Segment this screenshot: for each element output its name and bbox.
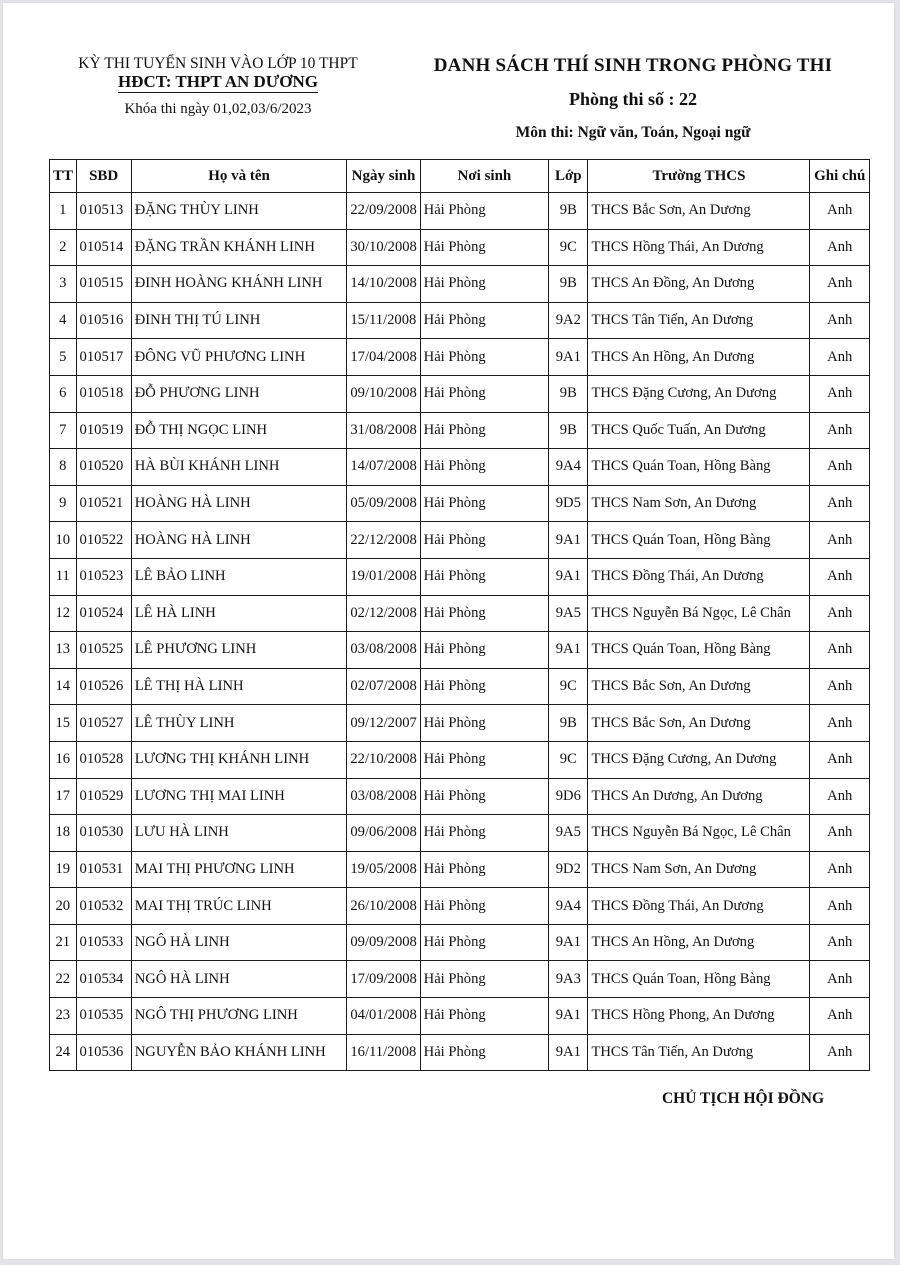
table-row (50, 815, 870, 852)
cell-school: THCS Bắc Sơn, An Dương (588, 668, 810, 705)
table-row (50, 485, 870, 522)
cell-sbd: 010536 (76, 1034, 131, 1071)
cell-school: THCS Quán Toan, Hồng Bàng (588, 449, 810, 486)
cell-class: 9D5 (549, 485, 588, 522)
cell-tt: 1 (50, 193, 77, 230)
cell-school: THCS Quốc Tuấn, An Dương (588, 412, 810, 449)
cell-tt: 11 (50, 558, 77, 595)
cell-class: 9A1 (549, 924, 588, 961)
cell-tt: 12 (50, 595, 77, 632)
cell-school: THCS Tân Tiến, An Dương (588, 1034, 810, 1071)
table-row (50, 998, 870, 1035)
cell-tt: 20 (50, 888, 77, 925)
cell-school: THCS Hồng Thái, An Dương (588, 229, 810, 266)
cell-dob: 30/10/2008 (347, 229, 420, 266)
cell-class: 9A1 (549, 998, 588, 1035)
cell-name: HÀ BÙI KHÁNH LINH (131, 449, 347, 486)
cell-birthplace: Hải Phòng (420, 961, 549, 998)
cell-dob: 05/09/2008 (347, 485, 420, 522)
cell-tt: 14 (50, 668, 77, 705)
table-row (50, 229, 870, 266)
cell-sbd: 010529 (76, 778, 131, 815)
room-number: Phòng thi số : 22 (568, 89, 698, 109)
cell-birthplace: Hải Phòng (420, 375, 549, 412)
cell-name: HOÀNG HÀ LINH (131, 485, 347, 522)
cell-birthplace: Hải Phòng (420, 595, 549, 632)
table-row (50, 412, 870, 449)
cell-school: THCS Bắc Sơn, An Dương (588, 705, 810, 742)
cell-birthplace: Hải Phòng (420, 705, 549, 742)
cell-name: LÊ HÀ LINH (131, 595, 347, 632)
exam-name: KỲ THI TUYỂN SINH VÀO LỚP 10 THPT (78, 55, 358, 72)
cell-dob: 26/10/2008 (347, 888, 420, 925)
cell-dob: 17/09/2008 (347, 961, 420, 998)
col-header-class: Lớp (549, 160, 588, 193)
cell-tt: 5 (50, 339, 77, 376)
cell-name: ĐINH THỊ TÚ LINH (131, 302, 347, 339)
table-row (50, 778, 870, 815)
cell-class: 9C (549, 741, 588, 778)
cell-name: MAI THỊ PHƯƠNG LINH (131, 851, 347, 888)
cell-dob: 19/05/2008 (347, 851, 420, 888)
cell-dob: 22/09/2008 (347, 193, 420, 230)
cell-note: Anh (810, 741, 870, 778)
col-header-tt: TT (50, 160, 77, 193)
cell-dob: 09/09/2008 (347, 924, 420, 961)
cell-sbd: 010526 (76, 668, 131, 705)
table-row (50, 1034, 870, 1071)
col-header-school: Trường THCS (588, 160, 810, 193)
cell-note: Anh (810, 595, 870, 632)
cell-note: Anh (810, 522, 870, 559)
cell-class: 9A3 (549, 961, 588, 998)
cell-note: Anh (810, 339, 870, 376)
cell-name: NGÔ HÀ LINH (131, 961, 347, 998)
cell-name: LƯƠNG THỊ KHÁNH LINH (131, 741, 347, 778)
table-row (50, 449, 870, 486)
cell-class: 9A4 (549, 888, 588, 925)
col-header-birthplace: Nơi sinh (420, 160, 549, 193)
cell-dob: 02/12/2008 (347, 595, 420, 632)
cell-name: LÊ BẢO LINH (131, 558, 347, 595)
cell-name: MAI THỊ TRÚC LINH (131, 888, 347, 925)
cell-birthplace: Hải Phòng (420, 558, 549, 595)
document-page (3, 3, 894, 1259)
cell-tt: 4 (50, 302, 77, 339)
table-body (50, 193, 870, 1071)
cell-school: THCS Đồng Thái, An Dương (588, 558, 810, 595)
cell-school: THCS An Dương, An Dương (588, 778, 810, 815)
cell-name: LÊ THÙY LINH (131, 705, 347, 742)
cell-sbd: 010527 (76, 705, 131, 742)
cell-note: Anh (810, 778, 870, 815)
cell-school: THCS Nguyễn Bá Ngọc, Lê Chân (588, 815, 810, 852)
cell-name: NGÔ THỊ PHƯƠNG LINH (131, 998, 347, 1035)
cell-dob: 03/08/2008 (347, 632, 420, 669)
cell-birthplace: Hải Phòng (420, 339, 549, 376)
table-row (50, 888, 870, 925)
cell-name: LƯU HÀ LINH (131, 815, 347, 852)
cell-name: ĐẶNG TRẦN KHÁNH LINH (131, 229, 347, 266)
col-header-note: Ghi chú (810, 160, 870, 193)
cell-birthplace: Hải Phòng (420, 632, 549, 669)
cell-note: Anh (810, 705, 870, 742)
table-row (50, 193, 870, 230)
cell-dob: 22/12/2008 (347, 522, 420, 559)
cell-tt: 21 (50, 924, 77, 961)
cell-note: Anh (810, 558, 870, 595)
table-header-row (50, 160, 870, 193)
cell-school: THCS Quán Toan, Hồng Bàng (588, 522, 810, 559)
cell-tt: 16 (50, 741, 77, 778)
cell-class: 9B (549, 705, 588, 742)
cell-sbd: 010514 (76, 229, 131, 266)
cell-tt: 15 (50, 705, 77, 742)
cell-school: THCS Nam Sơn, An Dương (588, 485, 810, 522)
cell-note: Anh (810, 851, 870, 888)
cell-birthplace: Hải Phòng (420, 266, 549, 303)
cell-sbd: 010519 (76, 412, 131, 449)
cell-school: THCS Đặng Cương, An Dương (588, 741, 810, 778)
document-title: DANH SÁCH THÍ SINH TRONG PHÒNG THI (433, 55, 833, 76)
table-row (50, 851, 870, 888)
col-header-sbd: SBD (76, 160, 131, 193)
header-left-block (58, 55, 378, 118)
signature-title: CHỦ TỊCH HỘI ĐỒNG (661, 1090, 825, 1107)
cell-name: ĐỖ PHƯƠNG LINH (131, 375, 347, 412)
cell-name: HOÀNG HÀ LINH (131, 522, 347, 559)
cell-sbd: 010531 (76, 851, 131, 888)
col-header-dob: Ngày sinh (347, 160, 420, 193)
cell-tt: 17 (50, 778, 77, 815)
cell-school: THCS An Đồng, An Dương (588, 266, 810, 303)
cell-tt: 10 (50, 522, 77, 559)
table-row (50, 558, 870, 595)
cell-note: Anh (810, 924, 870, 961)
table-row (50, 924, 870, 961)
cell-name: NGUYỄN BẢO KHÁNH LINH (131, 1034, 347, 1071)
cell-note: Anh (810, 632, 870, 669)
exam-dates: Khóa thi ngày 01,02,03/6/2023 (124, 101, 312, 117)
cell-school: THCS An Hồng, An Dương (588, 924, 810, 961)
table-row (50, 668, 870, 705)
cell-tt: 13 (50, 632, 77, 669)
cell-name: ĐÔNG VŨ PHƯƠNG LINH (131, 339, 347, 376)
cell-birthplace: Hải Phòng (420, 888, 549, 925)
cell-note: Anh (810, 229, 870, 266)
cell-note: Anh (810, 193, 870, 230)
cell-birthplace: Hải Phòng (420, 815, 549, 852)
cell-class: 9A5 (549, 815, 588, 852)
cell-class: 9C (549, 668, 588, 705)
cell-sbd: 010513 (76, 193, 131, 230)
cell-birthplace: Hải Phòng (420, 449, 549, 486)
cell-name: LƯƠNG THỊ MAI LINH (131, 778, 347, 815)
cell-tt: 9 (50, 485, 77, 522)
cell-name: ĐINH HOÀNG KHÁNH LINH (131, 266, 347, 303)
col-header-name: Họ và tên (131, 160, 347, 193)
cell-note: Anh (810, 1034, 870, 1071)
cell-school: THCS Nam Sơn, An Dương (588, 851, 810, 888)
cell-class: 9B (549, 266, 588, 303)
cell-name: NGÔ HÀ LINH (131, 924, 347, 961)
cell-birthplace: Hải Phòng (420, 1034, 549, 1071)
cell-dob: 31/08/2008 (347, 412, 420, 449)
cell-sbd: 010532 (76, 888, 131, 925)
cell-sbd: 010524 (76, 595, 131, 632)
table-row (50, 266, 870, 303)
cell-name: ĐẶNG THÙY LINH (131, 193, 347, 230)
cell-sbd: 010530 (76, 815, 131, 852)
table-row (50, 339, 870, 376)
cell-sbd: 010515 (76, 266, 131, 303)
cell-tt: 24 (50, 1034, 77, 1071)
cell-school: THCS Quán Toan, Hồng Bàng (588, 632, 810, 669)
exam-subjects: Môn thi: Ngữ văn, Toán, Ngoại ngữ (515, 124, 751, 141)
cell-note: Anh (810, 998, 870, 1035)
table-row (50, 961, 870, 998)
cell-birthplace: Hải Phòng (420, 924, 549, 961)
table-row (50, 595, 870, 632)
cell-birthplace: Hải Phòng (420, 229, 549, 266)
cell-sbd: 010533 (76, 924, 131, 961)
cell-note: Anh (810, 888, 870, 925)
table-row (50, 302, 870, 339)
cell-birthplace: Hải Phòng (420, 851, 549, 888)
cell-birthplace: Hải Phòng (420, 412, 549, 449)
cell-class: 9C (549, 229, 588, 266)
cell-dob: 02/07/2008 (347, 668, 420, 705)
cell-birthplace: Hải Phòng (420, 302, 549, 339)
cell-sbd: 010522 (76, 522, 131, 559)
cell-note: Anh (810, 449, 870, 486)
cell-note: Anh (810, 815, 870, 852)
cell-sbd: 010516 (76, 302, 131, 339)
cell-name: LÊ THỊ HÀ LINH (131, 668, 347, 705)
cell-tt: 23 (50, 998, 77, 1035)
cell-sbd: 010518 (76, 375, 131, 412)
cell-school: THCS Đặng Cương, An Dương (588, 375, 810, 412)
cell-tt: 7 (50, 412, 77, 449)
cell-note: Anh (810, 302, 870, 339)
cell-class: 9B (549, 375, 588, 412)
cell-dob: 04/01/2008 (347, 998, 420, 1035)
council-name: HĐCT: THPT AN DƯƠNG (117, 72, 319, 91)
cell-class: 9A1 (549, 522, 588, 559)
cell-sbd: 010520 (76, 449, 131, 486)
table-row (50, 632, 870, 669)
cell-school: THCS Đồng Thái, An Dương (588, 888, 810, 925)
cell-note: Anh (810, 375, 870, 412)
candidate-table (49, 159, 870, 1071)
cell-birthplace: Hải Phòng (420, 778, 549, 815)
cell-dob: 17/04/2008 (347, 339, 420, 376)
cell-class: 9A1 (549, 632, 588, 669)
cell-note: Anh (810, 412, 870, 449)
cell-tt: 18 (50, 815, 77, 852)
cell-school: THCS Nguyễn Bá Ngọc, Lê Chân (588, 595, 810, 632)
cell-birthplace: Hải Phòng (420, 998, 549, 1035)
cell-class: 9A2 (549, 302, 588, 339)
cell-dob: 09/10/2008 (347, 375, 420, 412)
cell-tt: 3 (50, 266, 77, 303)
cell-class: 9D6 (549, 778, 588, 815)
table-row (50, 522, 870, 559)
cell-tt: 6 (50, 375, 77, 412)
cell-class: 9A4 (549, 449, 588, 486)
table-row (50, 375, 870, 412)
cell-class: 9B (549, 193, 588, 230)
cell-note: Anh (810, 266, 870, 303)
cell-class: 9A1 (549, 339, 588, 376)
cell-dob: 14/10/2008 (347, 266, 420, 303)
cell-note: Anh (810, 668, 870, 705)
cell-dob: 19/01/2008 (347, 558, 420, 595)
cell-birthplace: Hải Phòng (420, 485, 549, 522)
cell-sbd: 010535 (76, 998, 131, 1035)
table-row (50, 741, 870, 778)
cell-tt: 22 (50, 961, 77, 998)
cell-sbd: 010523 (76, 558, 131, 595)
cell-school: THCS Bắc Sơn, An Dương (588, 193, 810, 230)
cell-tt: 2 (50, 229, 77, 266)
cell-dob: 03/08/2008 (347, 778, 420, 815)
cell-birthplace: Hải Phòng (420, 668, 549, 705)
cell-sbd: 010521 (76, 485, 131, 522)
cell-class: 9A5 (549, 595, 588, 632)
cell-birthplace: Hải Phòng (420, 741, 549, 778)
cell-dob: 15/11/2008 (347, 302, 420, 339)
cell-dob: 22/10/2008 (347, 741, 420, 778)
cell-sbd: 010525 (76, 632, 131, 669)
cell-name: ĐỖ THỊ NGỌC LINH (131, 412, 347, 449)
cell-school: THCS Quán Toan, Hồng Bàng (588, 961, 810, 998)
cell-school: THCS Hồng Phong, An Dương (588, 998, 810, 1035)
cell-birthplace: Hải Phòng (420, 193, 549, 230)
cell-birthplace: Hải Phòng (420, 522, 549, 559)
cell-name: LÊ PHƯƠNG LINH (131, 632, 347, 669)
cell-tt: 19 (50, 851, 77, 888)
table-row (50, 705, 870, 742)
cell-note: Anh (810, 961, 870, 998)
cell-class: 9A1 (549, 558, 588, 595)
cell-sbd: 010517 (76, 339, 131, 376)
header-right-block (408, 55, 858, 142)
cell-sbd: 010528 (76, 741, 131, 778)
cell-dob: 09/12/2007 (347, 705, 420, 742)
cell-class: 9B (549, 412, 588, 449)
cell-school: THCS Tân Tiến, An Dương (588, 302, 810, 339)
cell-dob: 09/06/2008 (347, 815, 420, 852)
cell-school: THCS An Hồng, An Dương (588, 339, 810, 376)
cell-class: 9A1 (549, 1034, 588, 1071)
cell-note: Anh (810, 485, 870, 522)
cell-dob: 16/11/2008 (347, 1034, 420, 1071)
cell-dob: 14/07/2008 (347, 449, 420, 486)
cell-tt: 8 (50, 449, 77, 486)
cell-sbd: 010534 (76, 961, 131, 998)
cell-class: 9D2 (549, 851, 588, 888)
